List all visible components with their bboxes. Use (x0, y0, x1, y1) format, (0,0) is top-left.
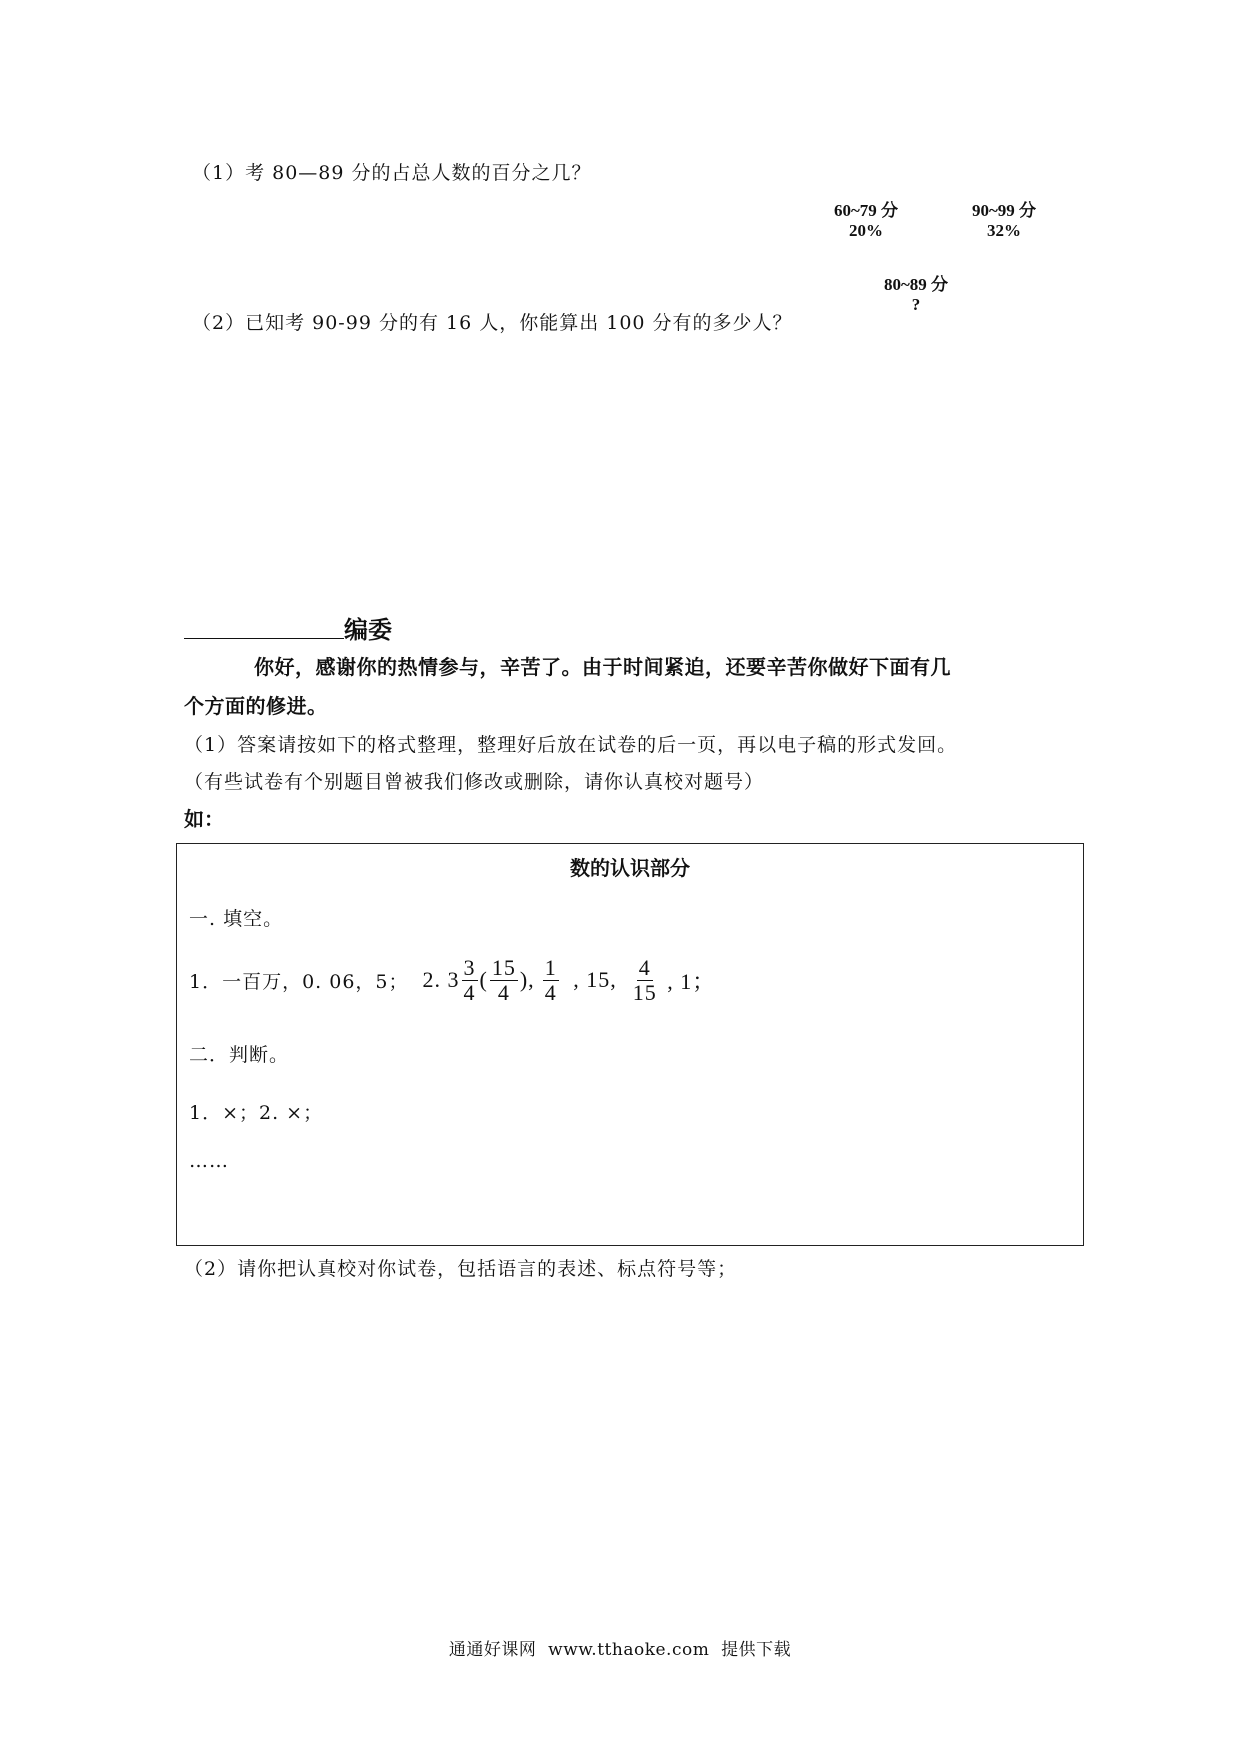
fraction-4-15 (631, 956, 659, 1003)
fraction-3-4-numerator: 3 (463, 955, 476, 981)
answer-row-1 (189, 940, 715, 1020)
signature-blank-line (184, 638, 344, 639)
slice-90-99-value: 32% (987, 221, 1021, 240)
fraction-15-4 (490, 956, 518, 1003)
question-2: （2）已知考 90-99 分的有 16 人，你能算出 100 分有的多少人？ (192, 312, 793, 334)
fraction-15-4-numerator: 15 (491, 955, 516, 981)
greeting-line-2: 个方面的修进。 (184, 694, 328, 718)
slice-60-79-value: 20% (849, 221, 883, 240)
section-fill-blank: 一. 填空。 (189, 908, 284, 930)
fraction-1-4 (543, 956, 559, 1003)
slice-80-89-value: ? (911, 295, 921, 314)
greeting-line-1: 你好，感谢你的热情参与，辛苦了。由于时间紧迫，还要辛苦你做好下面有几 (254, 655, 951, 679)
fraction-3-4-denominator: 4 (463, 979, 476, 1005)
notice-heading: 编委 (344, 616, 392, 644)
answer-row-2: 1．×；2. ×； (189, 1102, 324, 1124)
fraction-15-4-denominator: 4 (497, 979, 510, 1005)
paren-open: ( (479, 967, 488, 992)
instruction-1-line-1: （1）答案请按如下的格式整理，整理好后放在试卷的后一页，再以电子稿的形式发回。 (184, 734, 958, 756)
example-box (176, 843, 1084, 1246)
fraction-4-15-denominator: 15 (632, 979, 657, 1005)
paren-close: ), (519, 967, 535, 992)
fraction-3-4 (462, 956, 478, 1003)
footer-text: 通通好课网 www.tthaoke.com 提供下载 (448, 1640, 792, 1660)
slice-60-79-name: 60~79 分 (833, 201, 899, 220)
example-label: 如： (184, 807, 224, 831)
slice-label-90-99 (954, 196, 1054, 241)
answer-1-item-2: 2. 3 (422, 967, 460, 992)
question-1: （1）考 80—89 分的占总人数的百分之几？ (192, 162, 592, 184)
slice-label-60-79 (816, 196, 916, 241)
answer-1-mid: , 15, (566, 967, 617, 992)
slice-label-80-89 (866, 270, 966, 315)
answer-1-tail: , 1； (660, 968, 716, 994)
slice-80-89-name: 80~89 分 (883, 275, 949, 294)
fraction-1-4-numerator: 1 (544, 955, 557, 981)
ellipsis: …… (189, 1150, 229, 1172)
fraction-1-4-denominator: 4 (544, 979, 557, 1005)
instruction-2: （2）请你把认真校对你试卷，包括语言的表述、标点符号等； (184, 1258, 738, 1280)
slice-90-99-name: 90~99 分 (971, 201, 1037, 220)
section-judgement: 二．判断。 (189, 1044, 290, 1066)
fraction-4-15-numerator: 4 (638, 955, 651, 981)
instruction-1-line-2: （有些试卷有个别题目曾被我们修改或删除，请你认真校对题号） (184, 771, 765, 793)
answer-1-prefix: 1．一百万，0. 06，5； (189, 970, 409, 993)
example-title: 数的认识部分 (570, 856, 690, 880)
